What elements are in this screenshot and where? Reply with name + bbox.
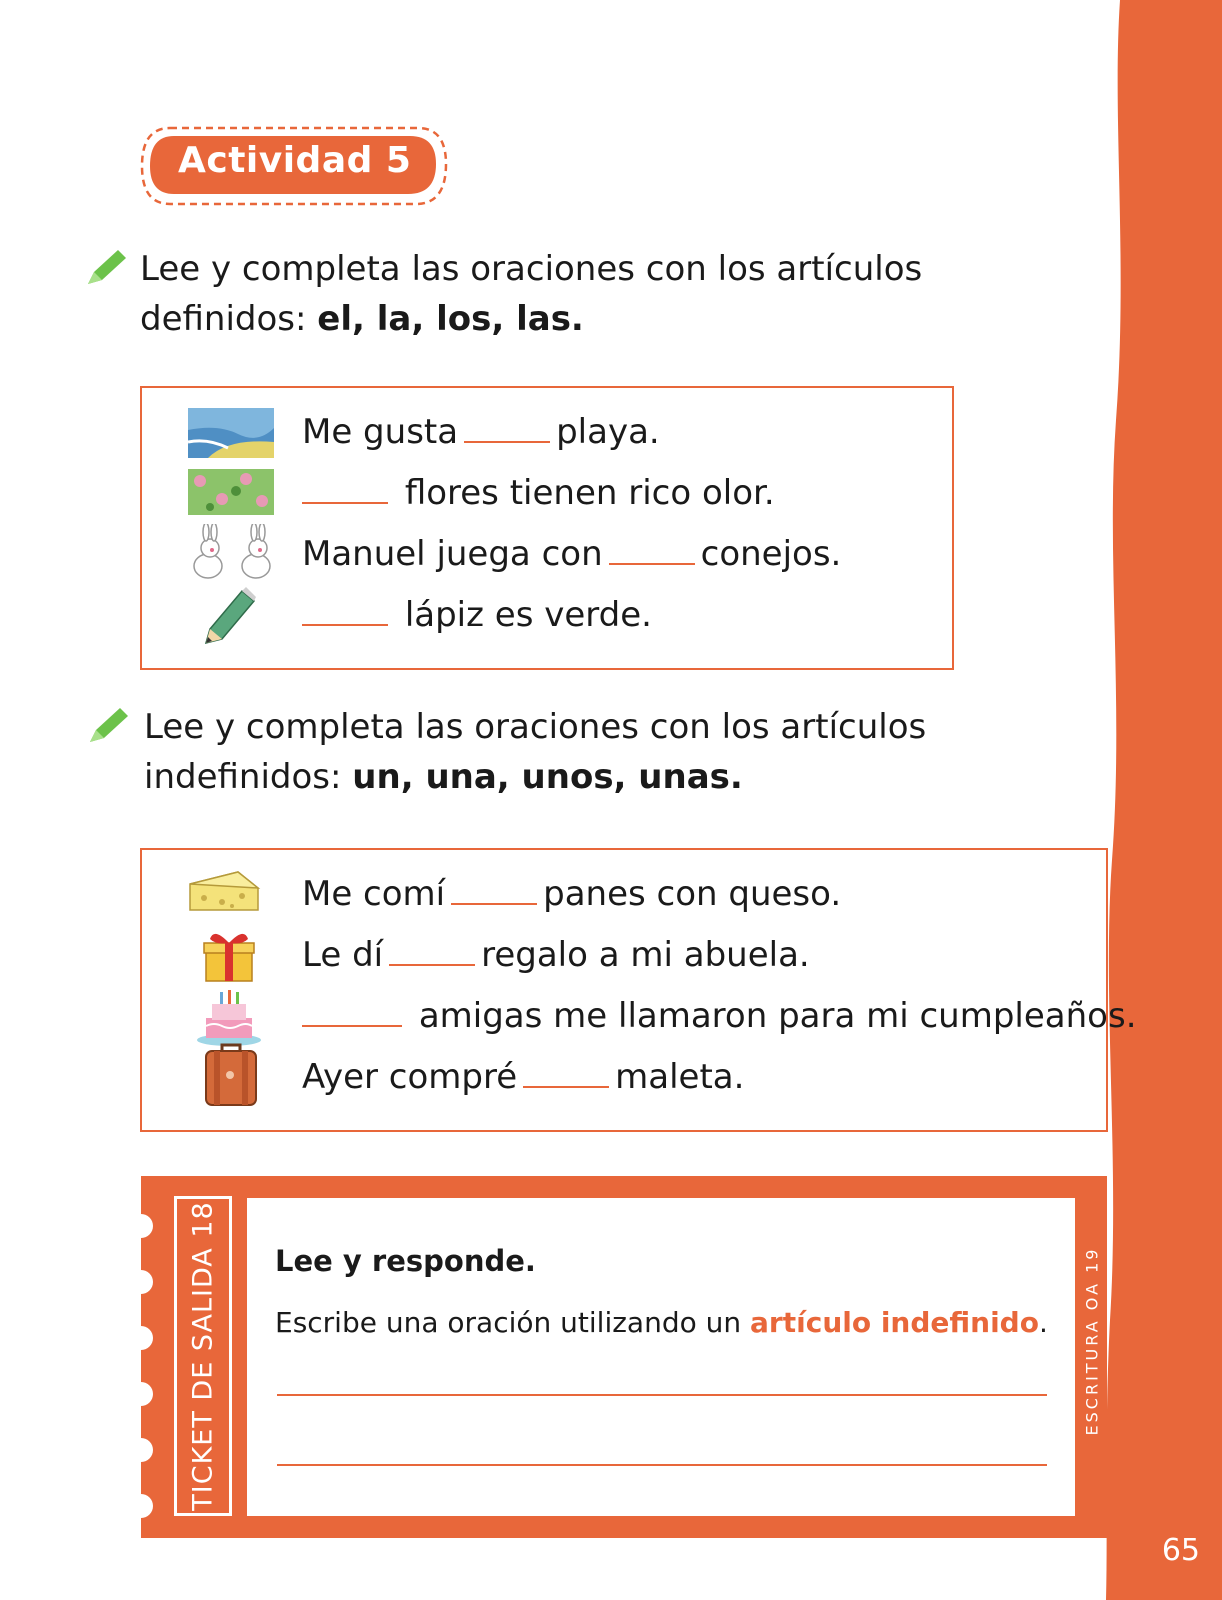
articles-list: el, la, los, las.	[317, 299, 584, 339]
articles-list: un, una, unos, unas.	[352, 757, 743, 797]
flowers-icon	[188, 469, 274, 515]
instruction-line: Lee y completa las oraciones con los artículos	[140, 249, 923, 289]
sentence-text	[302, 935, 810, 975]
ticket-notch	[129, 1326, 153, 1350]
answer-blank[interactable]	[389, 938, 475, 966]
activity-label: Actividad 5	[178, 140, 412, 181]
ticket-notch	[129, 1438, 153, 1462]
sentence-after: amigas me llamaron para mi cumpleaños.	[418, 996, 1137, 1036]
answer-blank[interactable]	[302, 999, 402, 1027]
gift-icon	[200, 925, 258, 985]
sentence-text	[302, 534, 841, 574]
ticket-side-label: ESCRITURA OA 19	[1082, 1246, 1102, 1436]
ticket-title: Lee y responde.	[275, 1244, 536, 1278]
ticket-notch	[129, 1214, 153, 1238]
ticket-prompt-suffix: .	[1038, 1306, 1048, 1339]
sentence-before: Me comí	[302, 874, 446, 914]
sentence-after: conejos.	[700, 534, 842, 574]
cheese-icon	[186, 868, 262, 918]
instruction-prefix: definidos:	[140, 299, 318, 339]
sentence-after: maleta.	[615, 1057, 745, 1097]
sentence-text	[302, 595, 652, 635]
sentence-text	[302, 412, 660, 452]
answer-blank[interactable]	[609, 537, 695, 565]
sentence-after: panes con queso.	[543, 874, 842, 914]
sentence-before: Ayer compré	[302, 1057, 518, 1097]
answer-blank[interactable]	[464, 415, 550, 443]
instruction-line	[144, 752, 926, 802]
ticket-prompt-highlight: artículo indefinido	[750, 1306, 1039, 1339]
answer-blank[interactable]	[302, 598, 388, 626]
answer-blank[interactable]	[302, 476, 388, 504]
sentence-before: Le dí	[302, 935, 384, 975]
instruction-line	[140, 294, 922, 344]
exercise-box-definidos	[140, 386, 954, 670]
sentence-text	[302, 1057, 744, 1097]
instruction-definidos	[140, 244, 922, 344]
cake-icon	[194, 986, 264, 1048]
pencil-icon	[88, 706, 132, 746]
instruction-indefinidos	[144, 702, 926, 802]
sentence-text	[302, 996, 1137, 1036]
instruction-line: Lee y completa las oraciones con los artículos	[144, 707, 927, 747]
sentence-text	[302, 473, 775, 513]
ticket-notch	[129, 1382, 153, 1406]
exit-ticket	[141, 1176, 1107, 1538]
pencil-icon	[202, 585, 258, 645]
sentence-before: Me gusta	[302, 412, 459, 452]
answer-blank[interactable]	[523, 1060, 609, 1088]
rabbits-icon	[182, 524, 282, 584]
answer-blank[interactable]	[451, 877, 537, 905]
ticket-label: TICKET DE SALIDA 18	[187, 1201, 219, 1511]
sentence-after: playa.	[556, 412, 660, 452]
sentence-text	[302, 874, 841, 914]
activity-badge	[140, 124, 448, 208]
page-number: 65	[1161, 1533, 1200, 1568]
side-band	[1102, 0, 1222, 1600]
answer-line[interactable]	[277, 1464, 1047, 1466]
ticket-prompt-prefix: Escribe una oración utilizando un	[275, 1306, 751, 1339]
beach-icon	[188, 408, 274, 458]
ticket-content	[247, 1198, 1075, 1516]
answer-line[interactable]	[277, 1394, 1047, 1396]
instruction-prefix: indefinidos:	[144, 757, 353, 797]
sentence-after: flores tienen rico olor.	[404, 473, 775, 513]
sentence-before: Manuel juega con	[302, 534, 603, 574]
ticket-notch	[129, 1494, 153, 1518]
sentence-after: regalo a mi abuela.	[481, 935, 810, 975]
pencil-icon	[86, 248, 130, 288]
ticket-prompt	[275, 1306, 1048, 1339]
sentence-after: lápiz es verde.	[404, 595, 652, 635]
suitcase-icon	[200, 1041, 262, 1111]
exercise-box-indefinidos	[140, 848, 1137, 1132]
ticket-notch	[129, 1270, 153, 1294]
